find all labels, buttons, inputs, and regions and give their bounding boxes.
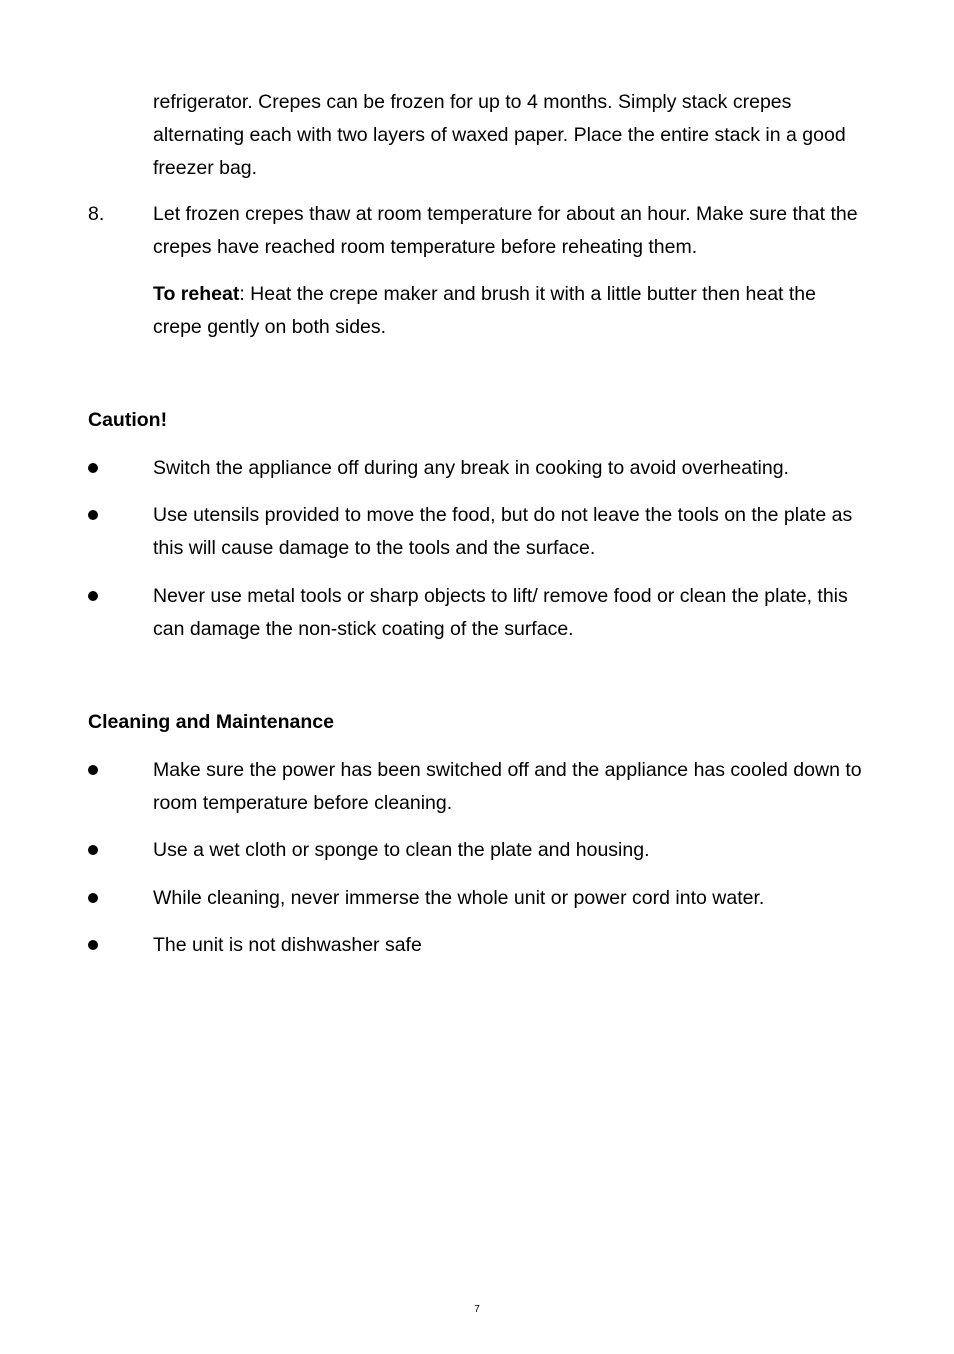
bullet-icon bbox=[88, 463, 98, 473]
cleaning-item: Make sure the power has been switched off and the appliance has cooled down to room temperature before cleaning. bbox=[153, 759, 862, 814]
caution-item: Never use metal tools or sharp objects to lift/ remove food or clean the plate, this can damage the non-stick coating of the surface. bbox=[153, 585, 848, 640]
bullet-icon bbox=[88, 893, 98, 903]
reheat-text: : Heat the crepe maker and brush it with a little butter then heat the crepe gently on both sides. bbox=[153, 283, 816, 338]
step-number: 8. bbox=[88, 203, 105, 225]
cleaning-item: Use a wet cloth or sponge to clean the plate and housing. bbox=[153, 839, 650, 861]
reheat-label: To reheat bbox=[153, 283, 240, 305]
caution-heading: Caution! bbox=[88, 409, 168, 431]
bullet-icon bbox=[88, 765, 98, 775]
bullet-icon bbox=[88, 591, 98, 601]
step-8-text: Let frozen crepes thaw at room temperature for about an hour. Make sure that the crepes have reached room temperature before reheating them. bbox=[153, 203, 858, 258]
cleaning-item: The unit is not dishwasher safe bbox=[153, 934, 422, 956]
reheat-paragraph bbox=[153, 278, 863, 344]
cleaning-heading: Cleaning and Maintenance bbox=[88, 711, 334, 733]
caution-item: Use utensils provided to move the food, but do not leave the tools on the plate as this will cause damage to the tools and the surface. bbox=[153, 504, 853, 559]
continuation-paragraph: refrigerator. Crepes can be frozen for up to 4 months. Simply stack crepes alternating each with two layers of waxed paper. Place the entire stack in a good freezer bag. bbox=[153, 91, 846, 179]
bullet-icon bbox=[88, 845, 98, 855]
caution-item: Switch the appliance off during any break in cooking to avoid overheating. bbox=[153, 457, 789, 479]
page-number: 7 bbox=[474, 1304, 480, 1315]
bullet-icon bbox=[88, 940, 98, 950]
cleaning-item: While cleaning, never immerse the whole unit or power cord into water. bbox=[153, 887, 765, 909]
bullet-icon bbox=[88, 510, 98, 520]
